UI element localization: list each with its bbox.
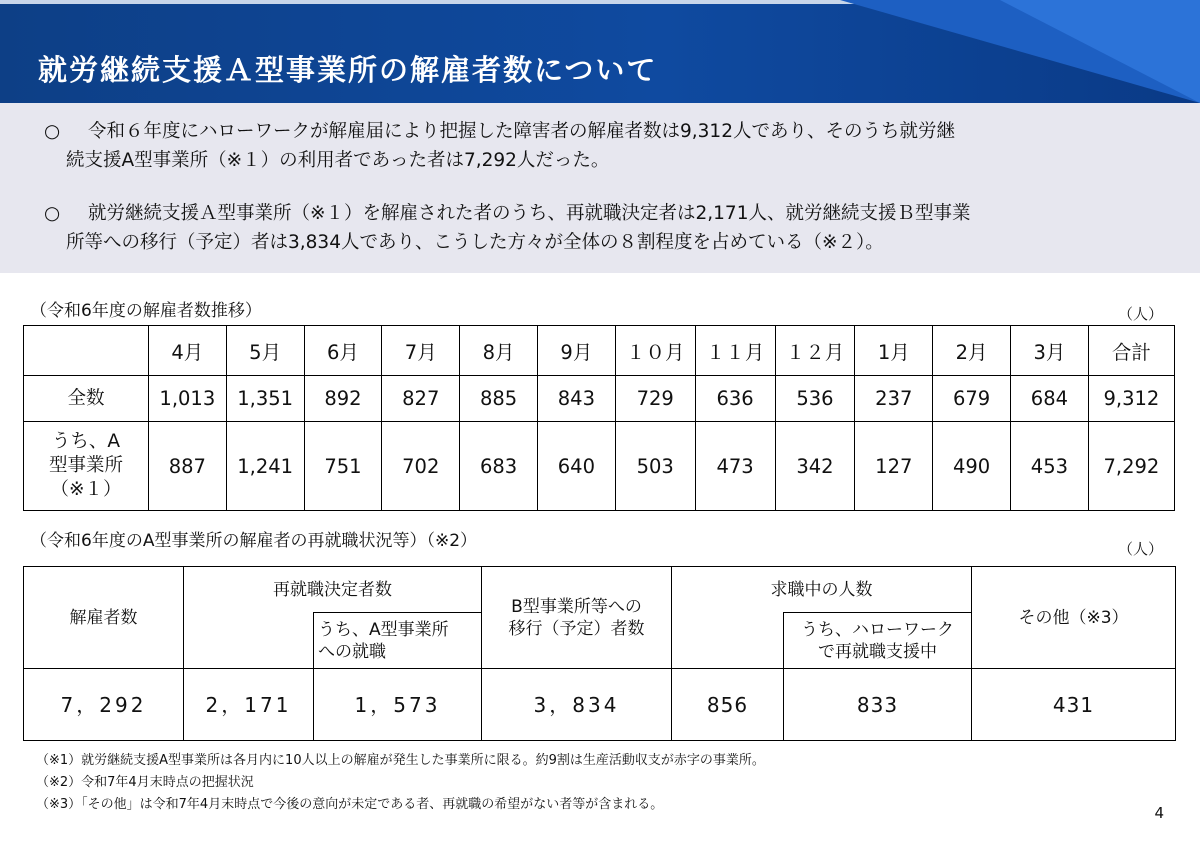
table-cell: 729 bbox=[615, 376, 695, 422]
table1-header-cell: 2月 bbox=[933, 326, 1011, 376]
header-reemployed-a bbox=[314, 613, 482, 669]
table1-header-cell: 9月 bbox=[537, 326, 615, 376]
row-label-line: うち、A bbox=[51, 431, 121, 452]
table1-header-row bbox=[24, 326, 1175, 376]
summary-p2-line1: 就労継続支援Ａ型事業所（※１）を解雇された者のうち、再就職決定者は2,171人、就労継続支援Ｂ型事業 bbox=[88, 203, 971, 224]
table-cell: 503 bbox=[615, 422, 695, 511]
table-cell: 684 bbox=[1011, 376, 1089, 422]
header-transition-line: B型事業所等への bbox=[511, 596, 642, 617]
table1-header-cell: １０月 bbox=[615, 326, 695, 376]
table-cell: 679 bbox=[933, 376, 1011, 422]
footnote-2: （※2）令和7年4月末時点の把握状況 bbox=[36, 775, 254, 790]
table-cell: 887 bbox=[148, 422, 226, 511]
banner-stripe-light bbox=[1000, 0, 1200, 103]
header-jobseeking-spacer bbox=[672, 613, 784, 669]
value-other: 431 bbox=[972, 669, 1176, 741]
table1-header-cell: 8月 bbox=[460, 326, 538, 376]
page-number: 4 bbox=[1154, 804, 1164, 822]
table-cell: 1,351 bbox=[226, 376, 304, 422]
header-dismissed: 解雇者数 bbox=[24, 567, 184, 669]
table-cell: 640 bbox=[537, 422, 615, 511]
table2-caption: （令和6年度のA型事業所の解雇者の再就職状況等）（※2） bbox=[30, 531, 478, 551]
value-transition: 3，834 bbox=[482, 669, 672, 741]
bullet-icon: ○ bbox=[44, 121, 61, 142]
table-cell: 9,312 bbox=[1088, 376, 1174, 422]
row-label-line: （※１） bbox=[50, 479, 122, 500]
table1-header-cell: 5月 bbox=[226, 326, 304, 376]
table-cell: 127 bbox=[855, 422, 933, 511]
header-reemployed: 再就職決定者数 bbox=[184, 567, 482, 613]
table-cell: 237 bbox=[855, 376, 933, 422]
table-cell: 342 bbox=[775, 422, 855, 511]
table-cell: 751 bbox=[304, 422, 382, 511]
header-sub-line: で再就職支援中 bbox=[818, 641, 937, 662]
table-cell: 892 bbox=[304, 376, 382, 422]
row-label-line: 型事業所 bbox=[48, 455, 123, 476]
table1-header-cell: 7月 bbox=[382, 326, 460, 376]
table-cell: 536 bbox=[775, 376, 855, 422]
table-cell: 453 bbox=[1011, 422, 1089, 511]
header-jobseeking: 求職中の人数 bbox=[672, 567, 972, 613]
footnote-3: （※3）「その他」は令和7年4月末時点で今後の意向が未定である者、再就職の希望がない者等が含まれる。 bbox=[36, 797, 664, 812]
reemployment-status-table bbox=[23, 566, 1176, 741]
summary-p2-line2: 所等への移行（予定）者は3,834人であり、こうした方々が全体の８割程度を占めている（※２）。 bbox=[66, 232, 884, 253]
value-jobseeking-hw: 833 bbox=[784, 669, 972, 741]
page-title: 就労継続支援Ａ型事業所の解雇者数について bbox=[38, 53, 658, 87]
table-cell: 885 bbox=[460, 376, 538, 422]
table1-header-cell: 6月 bbox=[304, 326, 382, 376]
table1-corner-cell bbox=[24, 326, 149, 376]
dismissals-monthly-table bbox=[23, 325, 1175, 511]
footnotes bbox=[36, 750, 765, 816]
table2-header-row-1 bbox=[24, 567, 1176, 613]
table-cell: 636 bbox=[695, 376, 775, 422]
summary-p1-line1: 令和６年度にハローワークが解雇届により把握した障害者の解雇者数は9,312人であり、そのうち就労継 bbox=[88, 121, 955, 142]
summary-p1-line2: 続支援A型事業所（※１）の利用者であった者は7,292人だった。 bbox=[66, 150, 610, 171]
table-cell: 7,292 bbox=[1088, 422, 1174, 511]
summary-box bbox=[0, 103, 1200, 273]
bullet-icon: ○ bbox=[44, 203, 61, 224]
table-cell: 490 bbox=[933, 422, 1011, 511]
table-cell: 702 bbox=[382, 422, 460, 511]
table1-header-cell: 3月 bbox=[1011, 326, 1089, 376]
header-jobseeking-hw bbox=[784, 613, 972, 669]
table-row bbox=[24, 422, 1175, 511]
header-sub-line: うち、ハローワーク bbox=[801, 619, 954, 640]
table2-unit: （人） bbox=[1118, 540, 1164, 558]
header-reemployed-spacer bbox=[184, 613, 314, 669]
header-transition-line: 移行（予定）者数 bbox=[508, 618, 645, 639]
table-cell: 473 bbox=[695, 422, 775, 511]
header-sub-line: うち、A型事業所 bbox=[318, 619, 449, 640]
header-sub-line: への就職 bbox=[318, 641, 386, 662]
header-transition bbox=[482, 567, 672, 669]
summary-paragraph-1 bbox=[44, 117, 1174, 175]
footnote-1: （※1）就労継続支援A型事業所は各月内に10人以上の解雇が発生した事業所に限る。約9割は生産活動収支が赤字の事業所。 bbox=[36, 753, 765, 768]
table-cell: 1,013 bbox=[148, 376, 226, 422]
table-row bbox=[24, 376, 1175, 422]
value-reemployed: 2，171 bbox=[184, 669, 314, 741]
value-dismissed: 7，292 bbox=[24, 669, 184, 741]
table1-unit: （人） bbox=[1118, 305, 1164, 323]
table-cell: 827 bbox=[382, 376, 460, 422]
title-banner bbox=[0, 0, 1200, 103]
table-row bbox=[24, 669, 1176, 741]
table-cell: 683 bbox=[460, 422, 538, 511]
table-cell: 1,241 bbox=[226, 422, 304, 511]
table1-header-cell: 合計 bbox=[1088, 326, 1174, 376]
table1-header-cell: 1月 bbox=[855, 326, 933, 376]
row-label-total: 全数 bbox=[24, 376, 149, 422]
table1-caption: （令和6年度の解雇者数推移） bbox=[30, 301, 262, 321]
header-other: その他（※3） bbox=[972, 567, 1176, 669]
value-reemployed-a: 1，573 bbox=[314, 669, 482, 741]
value-jobseeking: 856 bbox=[672, 669, 784, 741]
row-label-a-type bbox=[24, 422, 149, 511]
table1-header-cell: １１月 bbox=[695, 326, 775, 376]
summary-paragraph-2 bbox=[44, 199, 1174, 257]
table-cell: 843 bbox=[537, 376, 615, 422]
table1-header-cell: １２月 bbox=[775, 326, 855, 376]
table1-header-cell: 4月 bbox=[148, 326, 226, 376]
